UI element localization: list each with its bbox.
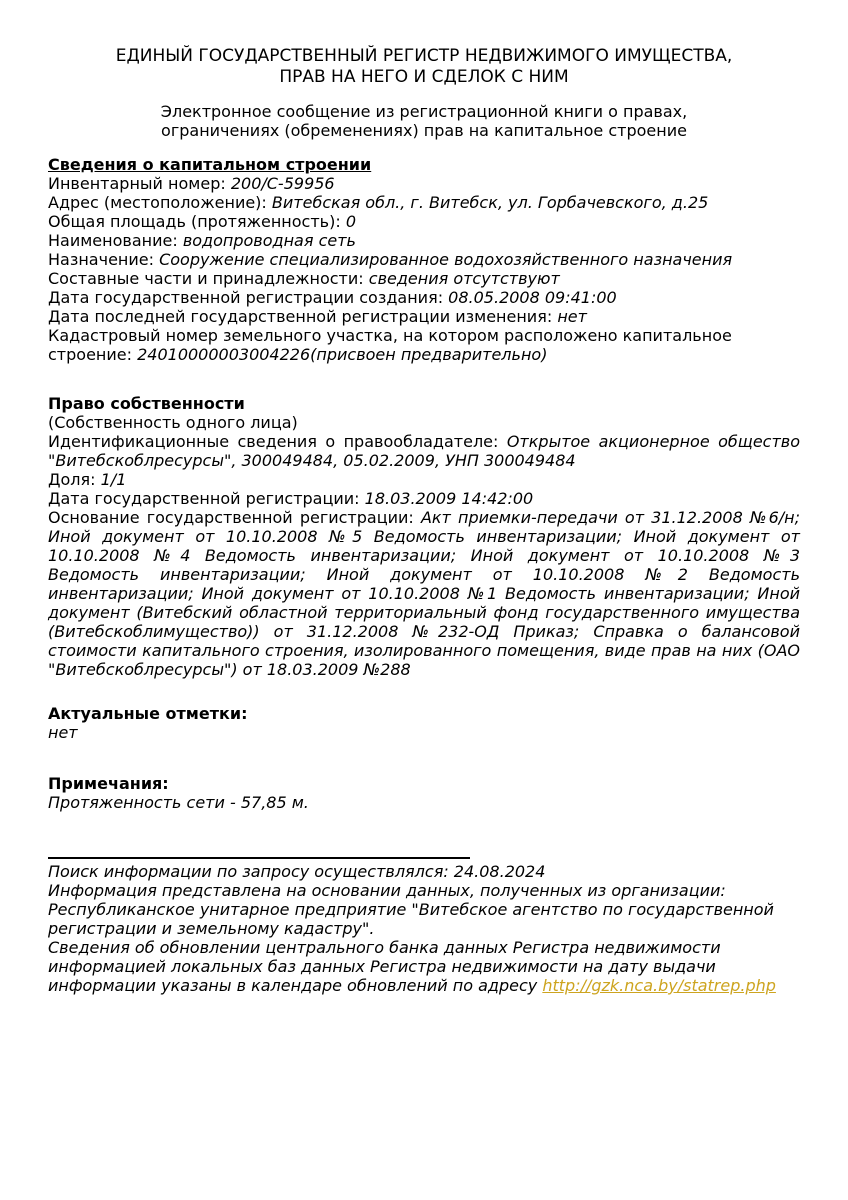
statrep-link[interactable]: http://gzk.nca.by/statrep.php [542,976,776,995]
field-row [48,174,800,193]
registration-basis-label: Основание государственной регистрации: [48,508,414,527]
share-value: 1/1 [100,470,127,489]
ownership-section-heading: Право собственности [48,394,245,413]
marks-value: нет [48,723,78,742]
field-value: Витебская обл., г. Витебск, ул. Горбачевского, д.25 [271,193,709,212]
update-info-paragraph [48,938,800,995]
field-label: Инвентарный номер: [48,174,226,193]
document-footer [48,857,800,995]
document-title-line-2: ПРАВ НА НЕГО И СДЕЛОК С НИМ [279,67,569,87]
field-row [48,307,800,326]
field-label: Адрес (местоположение): [48,193,267,212]
registration-basis-row [48,508,800,679]
rightholder-label: Идентификационные сведения о правообладателе: [48,432,499,451]
rightholder-value: Открытое акционерное общество "Витебскоблресурсы", 300049484, 05.02.2009, УНП 300049484 [48,432,800,470]
field-row [48,288,800,307]
document-subtitle-line-1: Электронное сообщение из регистрационной книги о правах, [160,102,688,121]
rightholder-row [48,432,800,470]
ownership-type: (Собственность одного лица) [48,413,298,432]
share-row [48,470,800,489]
building-section-heading: Сведения о капитальном строении [48,155,372,174]
field-value: 0 [345,212,356,231]
document-subtitle-line-2: ограничениях (обременениях) прав на капитальное строение [161,121,687,140]
marks-section-heading: Актуальные отметки: [48,704,248,723]
field-value: водопроводная сеть [182,231,356,250]
field-label: Наименование: [48,231,178,250]
field-label: Дата последней государственной регистрации изменения: [48,307,553,326]
registration-date-label: Дата государственной регистрации: [48,489,360,508]
field-row [48,193,800,212]
registration-basis-value: Акт приемки-передачи от 31.12.2008 №6/н; Иной документ от 10.10.2008 №5 Ведомость инвентаризации; Иной документ от 10.10.2008 №4 Ведомость инвентаризации; Иной документ от 10.10.2008 №3 Ведомость инвентаризации; Иной документ от 10.10.2008 №2 Ведомость инвентаризации; Иной документ от 10.10.2008 №1 Ведомость инвентаризации; Иной документ (Витебский областной территориальный фонд государственного имущества (Витебскоблимущество)) от 31.12.2008 №232-ОД Приказ; Справка о балансовой стоимости капитального строения, изолированного помещения, виде прав на них (ОАО "Витебскоблресурсы") от 18.03.2009 №288 [48,508,801,679]
document-subtitle [48,102,800,140]
field-row [48,269,800,288]
marks-section [48,704,800,742]
ownership-section [48,394,800,679]
field-value: нет [557,307,587,326]
footer-divider-line [48,857,470,859]
field-value: 200/С-59956 [230,174,335,193]
notes-section [48,774,800,812]
field-label: Дата государственной регистрации создания: [48,288,444,307]
info-source-line: Информация представлена на основании данных, полученных из организации: [48,881,726,900]
registration-date-row [48,489,800,508]
field-label: Кадастровый номер земельного участка, на котором расположено капитальное строение: [48,326,732,364]
notes-value: Протяженность сети - 57,85 м. [48,793,309,812]
building-section [48,155,800,364]
field-row [48,212,800,231]
document-title [48,46,800,88]
update-info-text: Сведения об обновлении центрального банка данных Регистра недвижимости информацией локальных баз данных Регистра недвижимости на дату выдачи информации указаны в календаре обновлений по адресу [48,938,721,995]
field-row [48,231,800,250]
notes-section-heading: Примечания: [48,774,169,793]
share-label: Доля: [48,470,96,489]
info-organization-line: Республиканское унитарное предприятие "Витебское агентство по государственной регистрации и земельному кадастру". [48,900,774,938]
field-row [48,250,800,269]
field-value: 08.05.2008 09:41:00 [448,288,617,307]
field-label: Назначение: [48,250,154,269]
search-date-line: Поиск информации по запросу осуществлялся: 24.08.2024 [48,862,546,881]
field-label: Составные части и принадлежности: [48,269,364,288]
field-value: сведения отсутствуют [368,269,560,288]
field-value: Сооружение специализированное водохозяйственного назначения [159,250,733,269]
field-label: Общая площадь (протяженность): [48,212,341,231]
field-value: 24010000003004226(присвоен предварительно) [137,345,548,364]
field-row [48,326,800,364]
registration-date-value: 18.03.2009 14:42:00 [364,489,534,508]
building-fields-list [48,174,800,364]
document-title-line-1: ЕДИНЫЙ ГОСУДАРСТВЕННЫЙ РЕГИСТР НЕДВИЖИМОГО ИМУЩЕСТВА, [115,46,733,66]
